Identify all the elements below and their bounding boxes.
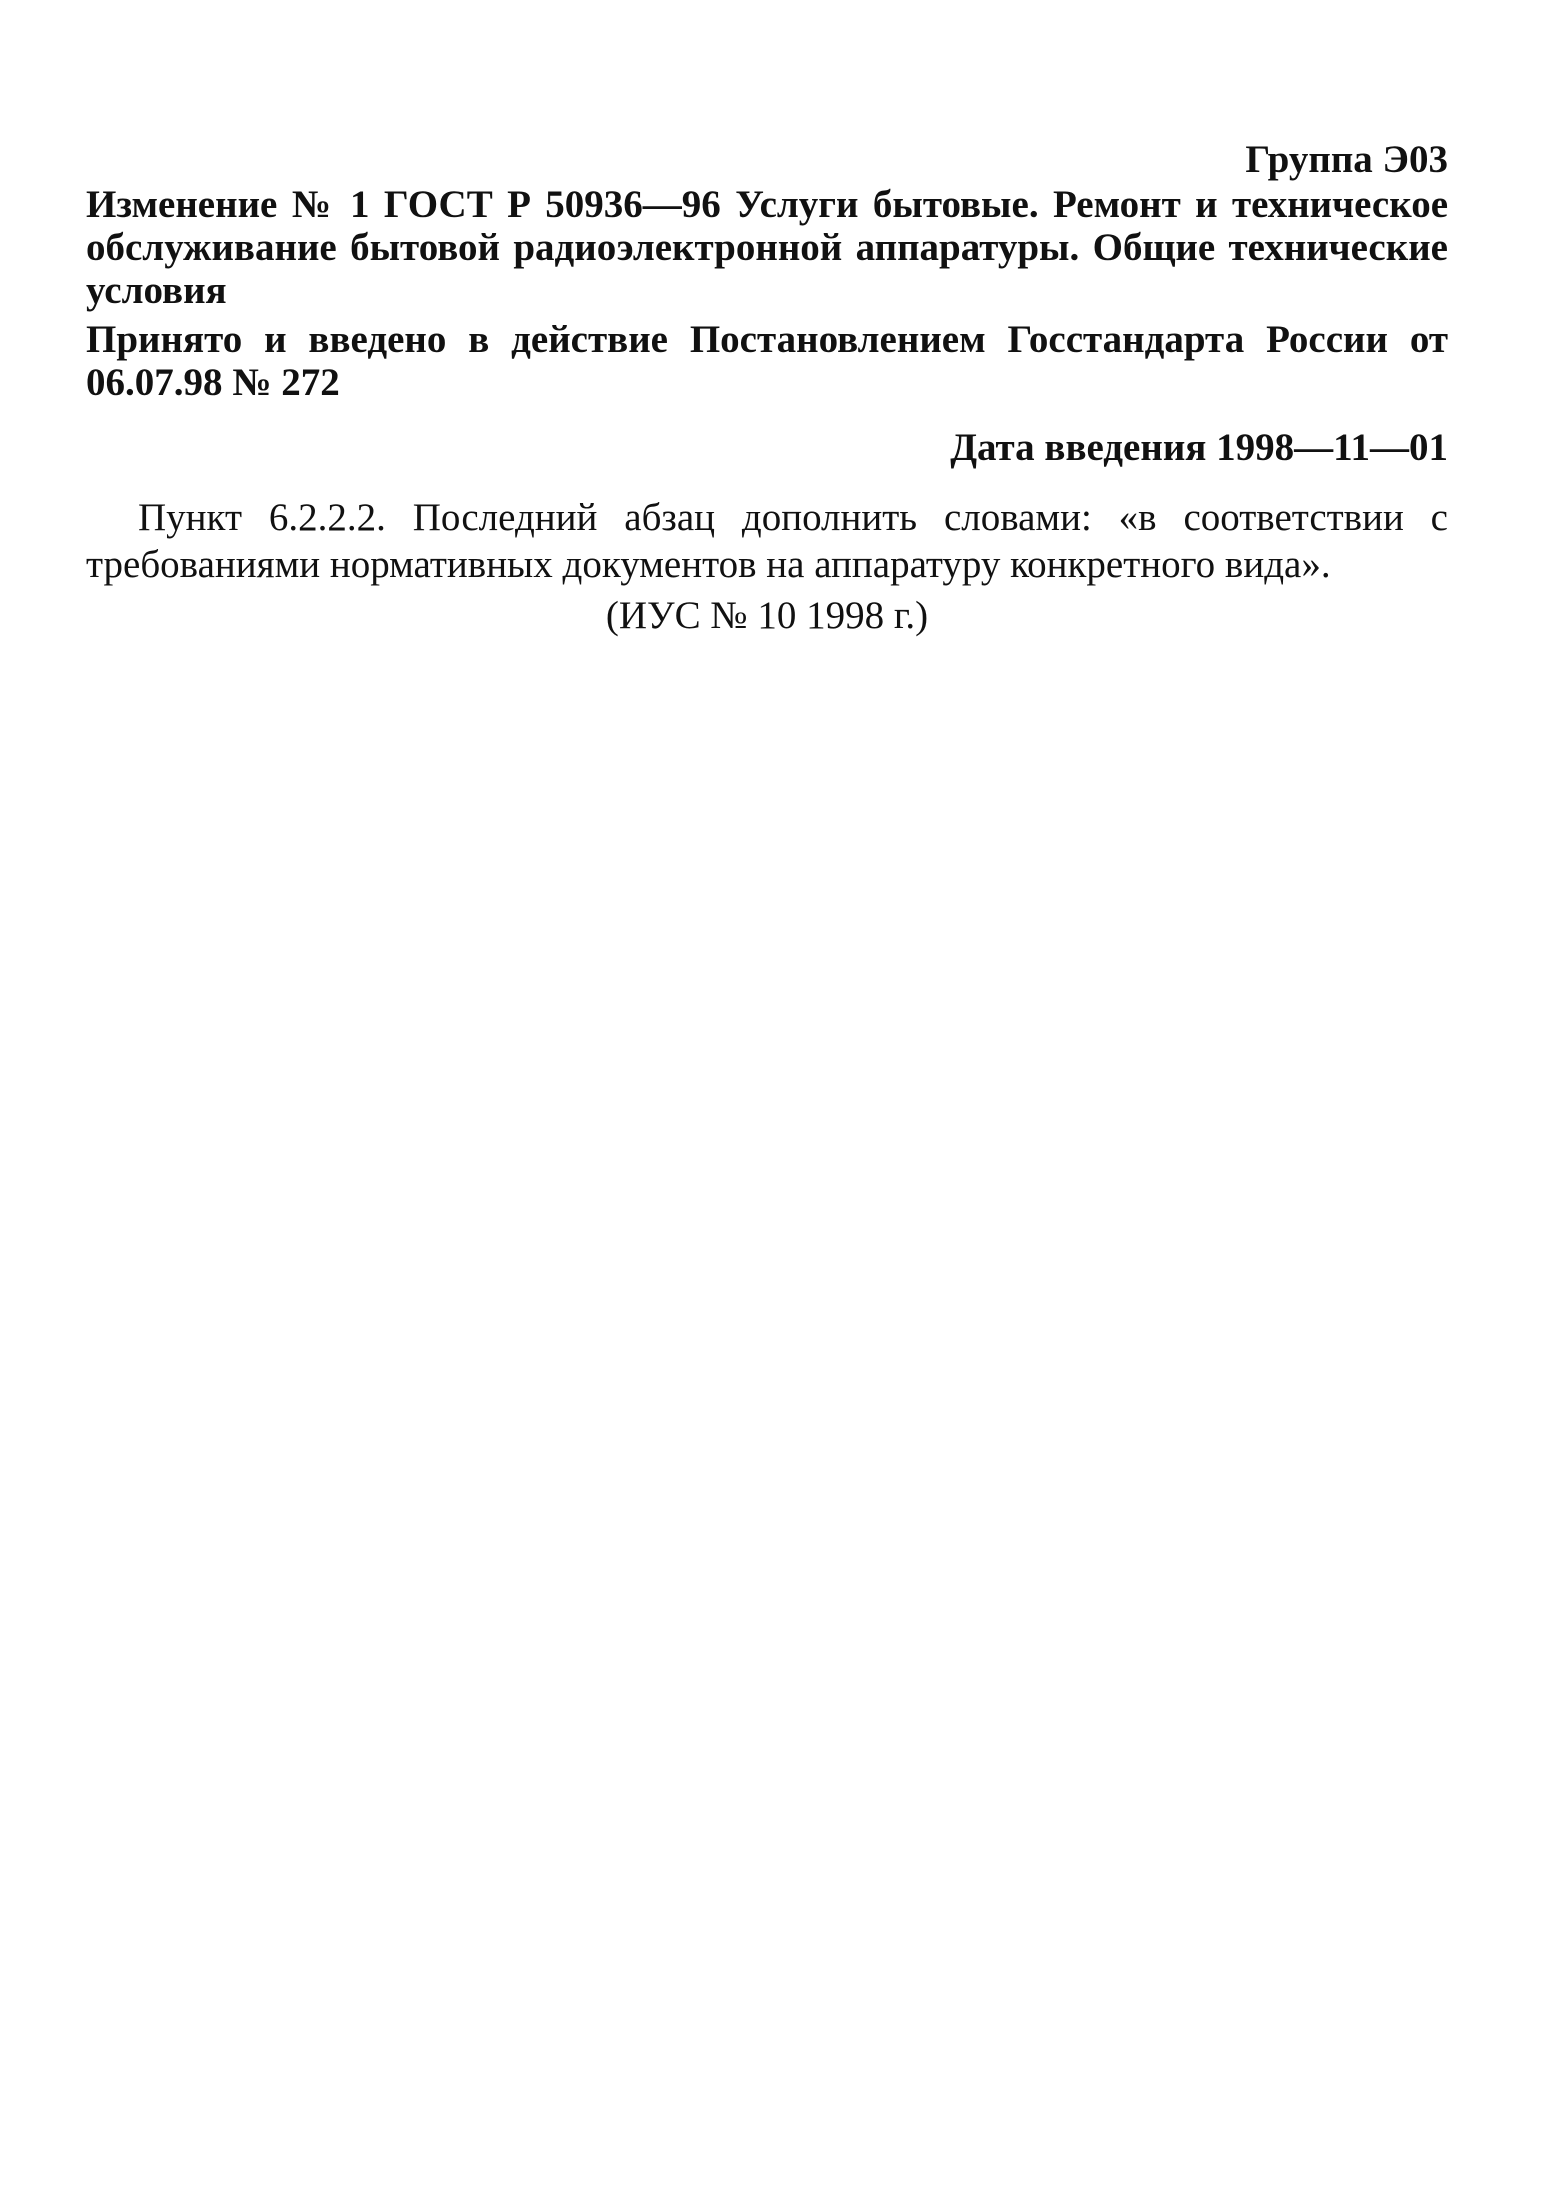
amendment-paragraph: Пункт 6.2.2.2. Последний абзац дополнить словами: «в соответствии с требованиями нормативных документов на аппаратуру конкретного вида». [86,496,1448,586]
amendment-title: Изменение № 1 ГОСТ Р 50936—96 Услуги бытовые. Ремонт и техническое обслуживание бытовой радиоэлектронной аппаратуры. Общие технические условия [86,183,1448,312]
adoption-statement: Принято и введено в действие Постановлением Госстандарта России от 06.07.98 № 272 [86,318,1448,404]
effective-date: Дата введения 1998—11—01 [950,426,1448,469]
document-header [86,138,1448,469]
publication-source: (ИУС № 10 1998 г.) [605,594,929,637]
document-body [86,494,1448,639]
group-code: Группа Э03 [1245,138,1448,181]
